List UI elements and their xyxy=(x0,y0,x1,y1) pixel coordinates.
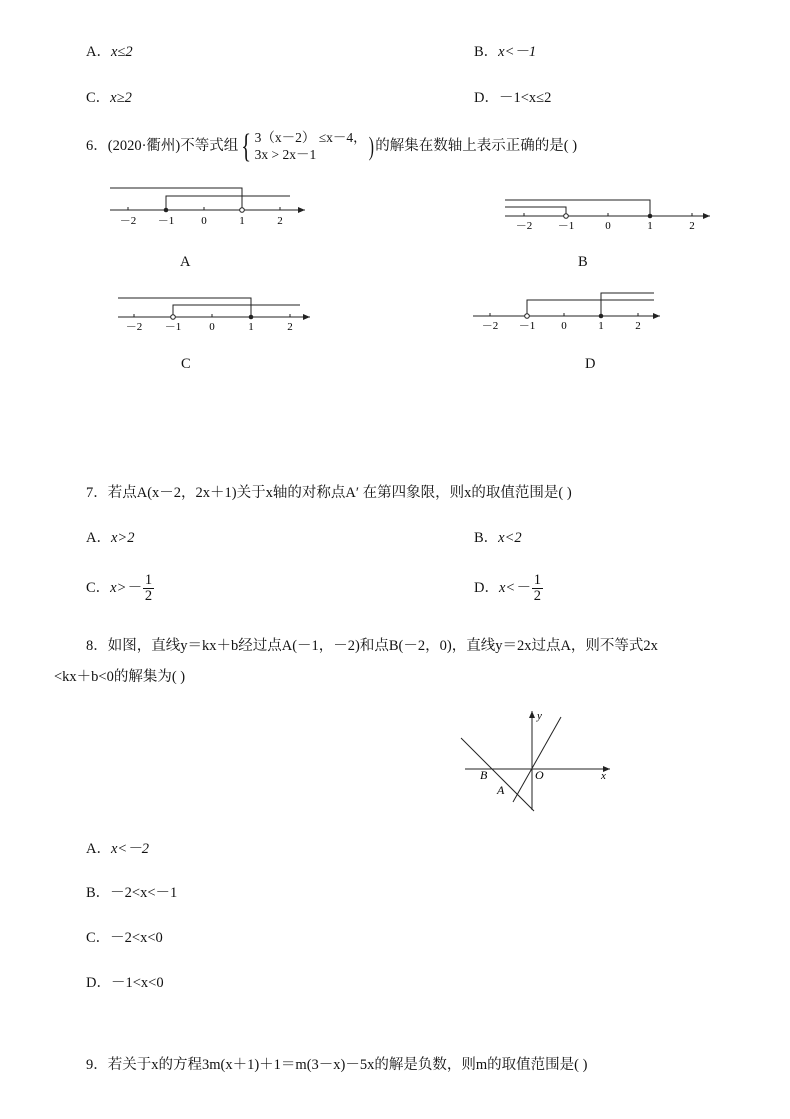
denominator: 2 xyxy=(533,588,541,605)
option-text: x<－1 xyxy=(498,44,537,60)
option-label: A． xyxy=(86,841,111,857)
option-text: x<－ xyxy=(498,580,530,596)
denominator: 2 xyxy=(144,588,153,605)
q7-option-a[interactable] xyxy=(86,526,134,547)
q5-option-c[interactable] xyxy=(86,86,132,107)
tick-label: 0 xyxy=(561,320,567,332)
q8-option-c[interactable] xyxy=(86,926,163,947)
option-label: D． xyxy=(474,580,499,596)
q5-option-d[interactable] xyxy=(474,86,551,107)
option-text: －1<x≤2 xyxy=(498,90,552,106)
tick-label: －1 xyxy=(164,321,182,333)
option-text: x>2 xyxy=(110,530,135,546)
option-text: x≤2 xyxy=(110,44,133,60)
tick-label: －1 xyxy=(157,215,175,227)
option-label: C． xyxy=(86,930,111,946)
tick-label: 0 xyxy=(209,321,215,333)
number-line-a xyxy=(100,180,310,230)
number-line-c xyxy=(110,290,315,335)
option-text: x<－2 xyxy=(110,841,149,857)
y-axis-label: y xyxy=(537,710,542,722)
option-text: －2<x<0 xyxy=(110,930,163,946)
option-label: A． xyxy=(86,44,111,60)
caption-d: D xyxy=(585,356,596,372)
q6-prefix: 6．(2020·衢州)不等式组 xyxy=(86,138,239,154)
origin-label: O xyxy=(535,768,544,782)
tick-label: 1 xyxy=(647,220,653,232)
line-2x xyxy=(513,717,561,802)
option-text: －2<x<－1 xyxy=(110,885,178,901)
tick-label: 2 xyxy=(277,215,283,227)
fraction xyxy=(532,573,543,604)
option-text: －1<x<0 xyxy=(110,975,164,991)
q7-option-b[interactable] xyxy=(474,526,522,547)
tick-label: 0 xyxy=(605,220,611,232)
tick-label: 1 xyxy=(239,215,245,227)
q8-graph xyxy=(455,705,620,815)
numerator: 1 xyxy=(144,571,153,588)
q6-stem xyxy=(86,128,577,164)
option-label: C． xyxy=(86,580,111,596)
fraction xyxy=(143,573,154,604)
q7-option-c[interactable] xyxy=(86,568,156,608)
q7-option-d[interactable] xyxy=(474,568,545,608)
tick-label: －2 xyxy=(481,320,499,332)
tick-label: －2 xyxy=(119,215,137,227)
tick-label: 2 xyxy=(689,220,695,232)
tick-label: 1 xyxy=(598,320,604,332)
q7-stem: 7．若点A(x－2，2x＋1)关于x轴的对称点A′ 在第四象限，则x的取值范围是( ) xyxy=(86,485,572,501)
q5-option-a[interactable] xyxy=(86,40,133,61)
tick-label: 0 xyxy=(201,215,207,227)
tick-label: －1 xyxy=(557,220,575,232)
option-text: x<2 xyxy=(498,530,522,546)
left-brace: { xyxy=(241,127,252,165)
tick-label: －1 xyxy=(518,320,536,332)
inequality-line-2: 3x > 2x－1 xyxy=(254,146,317,162)
q8-stem-line-1: 8．如图，直线y＝kx＋b经过点A(－1，－2)和点B(－2，0)，直线y＝2x过点A，则不等式2x xyxy=(86,638,658,654)
option-label: C． xyxy=(86,90,111,106)
q6-suffix: 的解集在数轴上表示正确的是( ) xyxy=(375,138,578,154)
q8-option-d[interactable] xyxy=(86,971,164,992)
caption-c: C xyxy=(181,356,191,372)
number-line-b xyxy=(500,190,715,235)
option-label: B． xyxy=(474,530,499,546)
x-axis-label: x xyxy=(601,770,606,782)
numerator: 1 xyxy=(533,571,541,588)
q9-stem: 9．若关于x的方程3m(x＋1)＋1＝m(3－x)－5x的解是负数，则m的取值范围是( ) xyxy=(86,1057,588,1073)
inequality-line-1: 3（x－2） ≤x－4， xyxy=(254,129,367,145)
q8-option-a[interactable] xyxy=(86,837,149,858)
tick-label: －2 xyxy=(125,321,143,333)
inequality-system xyxy=(255,130,367,164)
caption-a: A xyxy=(180,254,191,270)
tick-label: 1 xyxy=(248,321,254,333)
option-label: D． xyxy=(474,90,499,106)
option-text: x>－ xyxy=(110,580,141,596)
tick-label: 2 xyxy=(287,321,293,333)
point-b-label: B xyxy=(480,768,488,782)
q5-option-b[interactable] xyxy=(474,40,536,61)
option-label: B． xyxy=(474,44,499,60)
option-label: B． xyxy=(86,885,111,901)
right-paren: ) xyxy=(368,131,374,161)
q8-option-b[interactable] xyxy=(86,881,177,902)
tick-label: 2 xyxy=(635,320,641,332)
option-label: A． xyxy=(86,530,111,546)
point-a-label: A xyxy=(497,783,505,797)
tick-label: －2 xyxy=(515,220,533,232)
option-text: x≥2 xyxy=(110,90,132,106)
option-label: D． xyxy=(86,975,111,991)
line-kx-plus-b xyxy=(461,738,534,811)
q8-stem-line-2: <kx＋b<0的解集为( ) xyxy=(54,669,186,685)
number-line-d xyxy=(468,284,668,334)
caption-b: B xyxy=(578,254,588,270)
